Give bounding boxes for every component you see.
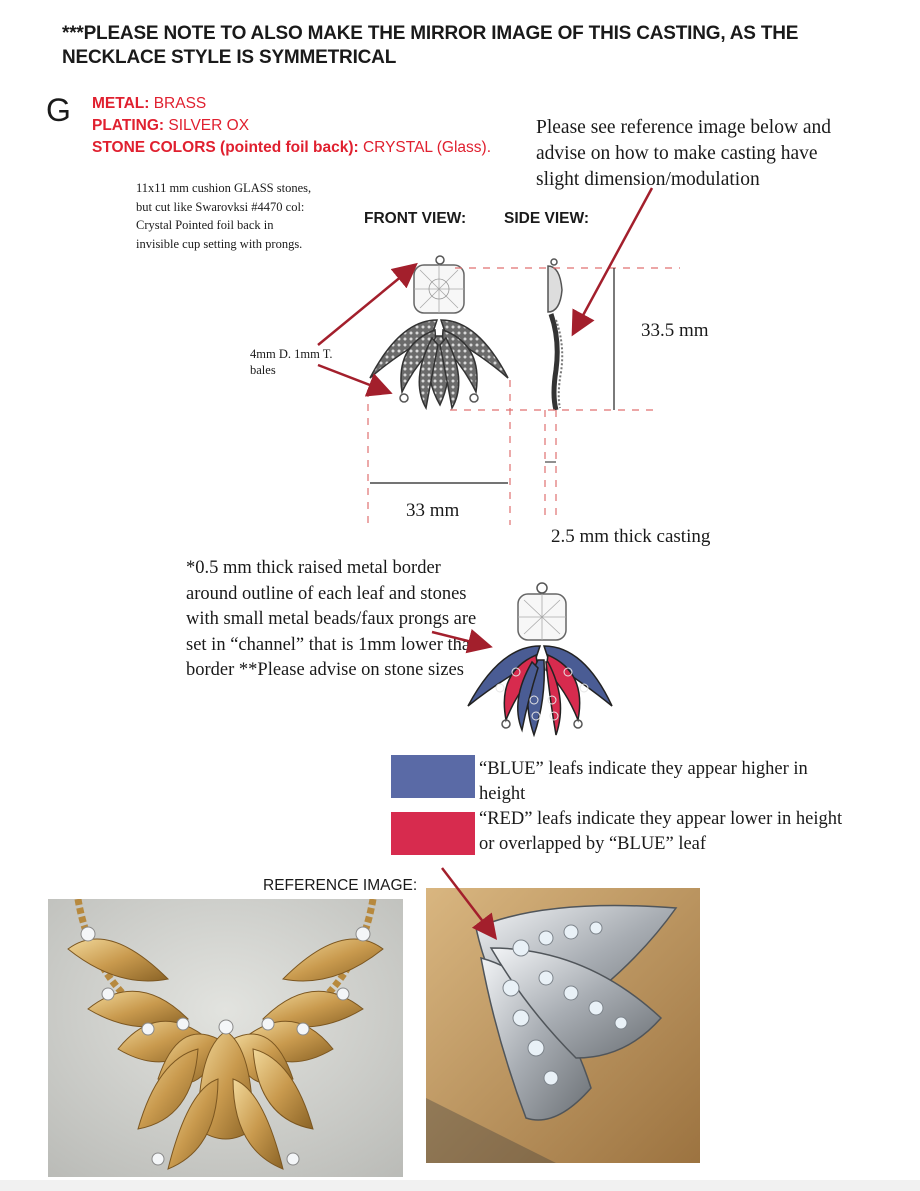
front-view-label: FRONT VIEW: <box>364 210 467 227</box>
mirror-image-notice: ***PLEASE NOTE TO ALSO MAKE THE MIRROR IMAGE OF THIS CASTING, AS THE NECKLACE STYLE IS SYMMETRICAL <box>62 23 799 68</box>
reference-image-label: REFERENCE IMAGE: <box>263 877 418 894</box>
annotation-arrows <box>318 188 652 936</box>
bale-note: 4mm D. 1mm T. bales <box>250 347 333 377</box>
page-footer-strip <box>0 1180 920 1191</box>
plating-value: SILVER OX <box>164 117 250 134</box>
plating-label: PLATING: <box>92 117 165 134</box>
height-dimension: 33.5 mm <box>641 320 709 341</box>
reference-note: Please see reference image below and advise on how to make casting have slight dimension/modulation <box>536 117 832 190</box>
thickness-dimension: 2.5 mm thick casting <box>551 526 711 547</box>
metal-label: METAL: <box>92 95 150 112</box>
red-legend-text: “RED” leafs indicate they appear lower in height or overlapped by “BLUE” leaf <box>479 809 843 854</box>
section-letter: G <box>46 92 71 128</box>
side-view-label: SIDE VIEW: <box>504 210 589 227</box>
blue-legend-text: “BLUE” leafs indicate they appear higher in height <box>479 759 808 804</box>
border-note: *0.5 mm thick raised metal border around outline of each leaf and stones with small metal beads/faux prongs are set in “channel” that is 1mm lower than border **Please advise on stone sizes <box>186 558 480 680</box>
width-dimension: 33 mm <box>406 500 460 521</box>
side-view-casting <box>548 259 562 410</box>
front-view-casting <box>370 256 508 408</box>
stone-note: 11x11 mm cushion GLASS stones, but cut like Swarovksi #4470 col: Crystal Pointed foil back in invisible cup setting with prongs. <box>136 181 312 251</box>
colored-leaf-diagram <box>468 583 612 735</box>
metal-value: BRASS <box>149 95 207 112</box>
stone-color-label: STONE COLORS (pointed foil back): <box>92 139 359 156</box>
stone-color-value: CRYSTAL (Glass). <box>358 139 492 156</box>
